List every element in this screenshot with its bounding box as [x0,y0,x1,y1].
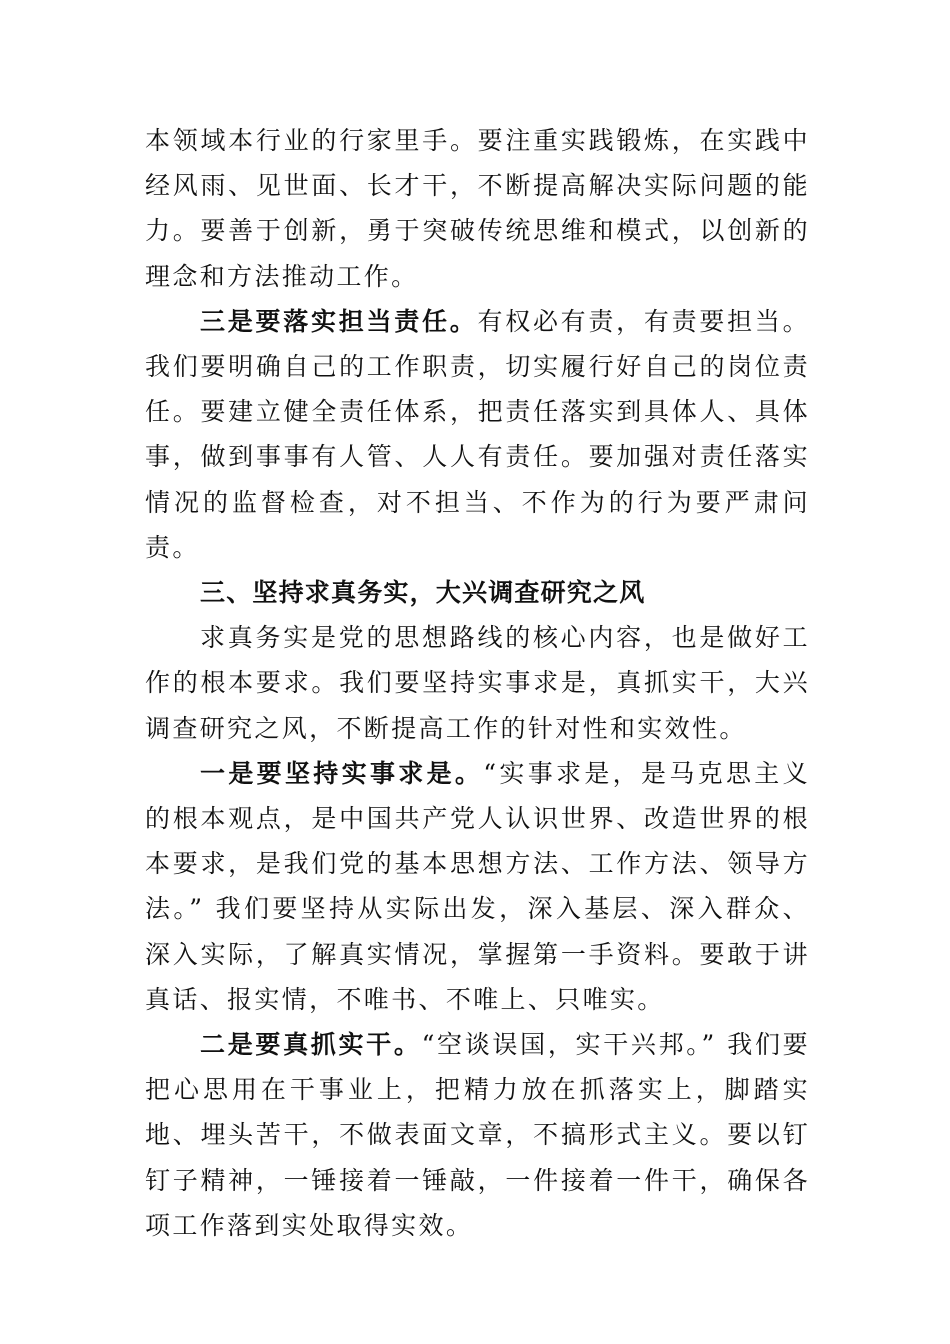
paragraph-text: 求真务实是党的思想路线的核心内容，也是做好工作的根本要求。我们要坚持实事求是，真抓实干，大兴调查研究之风，不断提高工作的针对性和实效性。 [145,623,810,743]
paragraph-responsibility [145,299,810,570]
paragraph-lead: 二是要真抓实干。 [200,1030,422,1060]
paragraph-lead: 三是要落实担当责任。 [200,306,478,336]
section-heading: 三、坚持求真务实，大兴调查研究之风 [200,578,646,608]
document-body [145,118,810,1248]
paragraph-text: 有权必有责，有责要担当。我们要明确自己的工作职责，切实履行好自己的岗位责任。要建立健全责任体系，把责任落实到具体人、具体事，做到事事有人管、人人有责任。要加强对责任落实情况的监督检查，对不担当、不作为的行为要严肃问责。 [145,306,810,562]
paragraph-continued [145,118,810,299]
paragraph-seek-truth [145,751,810,1022]
paragraph-text: “空谈误国，实干兴邦。” 我们要把心思用在干事业上，把精力放在抓落实上，脚踏实地、埋头苦干，不做表面文章，不搞形式主义。要以钉钉子精神，一锤接着一锤敲，一件接着一件干，确保各项工作落到实处取得实效。 [145,1030,810,1240]
paragraph-text: 本领域本行业的行家里手。要注重实践锻炼，在实践中经风雨、见世面、长才干，不断提高解决实际问题的能力。要善于创新，勇于突破传统思维和模式，以创新的理念和方法推动工作。 [145,126,810,291]
paragraph-text: “实事求是，是马克思主义的根本观点，是中国共产党人认识世界、改造世界的根本要求，是我们党的基本思想方法、工作方法、领导方法。” 我们要坚持从实际出发，深入基层、深入群众、深入实际，了解真实情况，掌握第一手资料。要敢于讲真话、报实情，不唯书、不唯上、只唯实。 [145,758,810,1014]
paragraph-section-intro [145,615,810,751]
paragraph-hard-work [145,1022,810,1248]
paragraph-lead: 一是要坚持实事求是。 [200,758,484,788]
